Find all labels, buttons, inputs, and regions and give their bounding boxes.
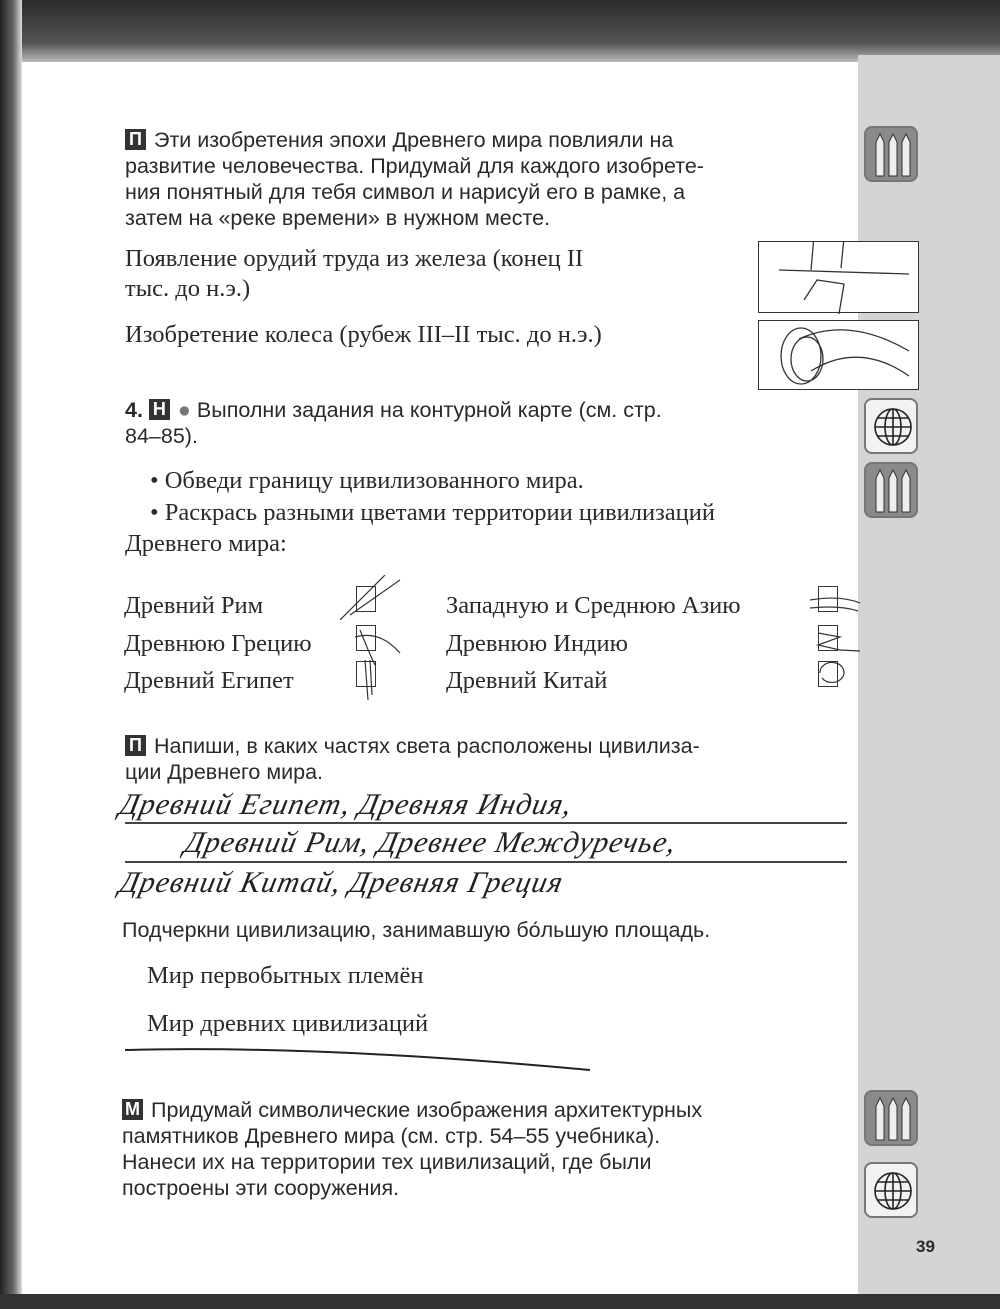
text-line: Эти изобретения эпохи Древнего мира повлияли на [154, 128, 674, 152]
handwritten-answer: Древний Рим, Древнее Междуречье, [181, 826, 680, 859]
scan-edge-left [0, 0, 22, 1309]
page-number: 39 [916, 1237, 935, 1256]
bullet-text-cont: Древнего мира: [125, 530, 287, 557]
underline-prompt: Подчеркни цивилизацию, занимавшую бо́льшую площадь. [122, 918, 711, 942]
text-line: развитие человечества. Придумай для каждого изобрете- [125, 154, 704, 178]
text-line: 84–85). [125, 424, 198, 448]
pencils-icon [864, 462, 918, 518]
task-mark: М [122, 1099, 143, 1120]
bullet-item: • Обведи границу цивилизованного мира. [150, 467, 584, 494]
legend-label: Древний Египет [124, 667, 294, 694]
scan-edge-bottom [0, 1294, 1000, 1309]
text-line: Нанеси их на территории тех цивилизаций, где были [122, 1150, 652, 1174]
legend-label: Древний Рим [124, 592, 264, 619]
task-m-instructions [122, 1097, 848, 1201]
legend-label: Древнюю Индию [446, 630, 628, 657]
handwritten-answer: Древний Египет, Древняя Индия, [116, 788, 576, 821]
answer-line [125, 822, 847, 824]
option-primitive-tribes[interactable]: Мир первобытных племён [147, 962, 424, 989]
bullet-dot-icon: ● [177, 398, 191, 422]
invention-iron-tools [125, 244, 583, 274]
swatch-scribbles [340, 575, 880, 700]
text-line: памятников Древнего мира (см. стр. 54–55 учебника). [122, 1124, 661, 1148]
scan-edge-top [0, 0, 1000, 62]
bullet-item: • Раскрась разными цветами территории цивилизаций [150, 499, 715, 526]
invention-iron-tools-cont: тыс. до н.э.) [125, 275, 251, 302]
task-mark: П [125, 735, 146, 756]
legend-label: Западную и Среднюю Азию [446, 592, 741, 619]
handwritten-underline [120, 1040, 600, 1080]
pencils-icon [864, 1090, 918, 1146]
symbol-frame-iron[interactable] [758, 241, 919, 313]
pencils-icon [864, 126, 918, 182]
option-ancient-civilizations[interactable]: Мир древних цивилизаций [147, 1010, 429, 1037]
drawing-iron-tool [759, 242, 920, 314]
handwritten-answer: Древний Китай, Древняя Греция [116, 866, 567, 899]
globe-icon [864, 1162, 918, 1218]
text-line: Выполни задания на контурной карте (см. стр. [196, 398, 662, 422]
drawing-wheel [759, 321, 920, 391]
text-line: построены эти сооружения. [122, 1176, 400, 1200]
task-mark: Н [149, 399, 170, 420]
text-line: ции Древнего мира. [125, 760, 324, 784]
answer-line [125, 861, 847, 863]
symbol-frame-wheel[interactable] [758, 320, 919, 390]
text-line: ния понятный для тебя символ и нарисуй его в рамке, а [125, 180, 686, 204]
task-mark: П [125, 129, 146, 150]
text-line: затем на «реке времени» в нужном месте. [125, 206, 551, 230]
bullet-text: Обведи границу цивилизованного мира. [164, 467, 584, 494]
text-line: Придумай символические изображения архитектурных [151, 1098, 703, 1122]
text-line: Напиши, в каких частях света расположены цивилиза- [154, 734, 700, 758]
task-p1-instructions [125, 127, 849, 231]
legend-label: Древнюю Грецию [124, 630, 312, 657]
task-4-instructions [125, 397, 849, 449]
task-p2-instructions [125, 733, 849, 785]
task-number: 4. [125, 398, 143, 422]
text-line: Появление орудий труда из железа (конец II [125, 245, 584, 272]
legend-label: Древний Китай [446, 667, 608, 694]
globe-icon [864, 398, 918, 454]
invention-wheel: Изобретение колеса (рубеж III–II тыс. до н.э.) [125, 321, 602, 348]
bullet-text: Раскрась разными цветами территории цивилизаций [164, 499, 715, 526]
